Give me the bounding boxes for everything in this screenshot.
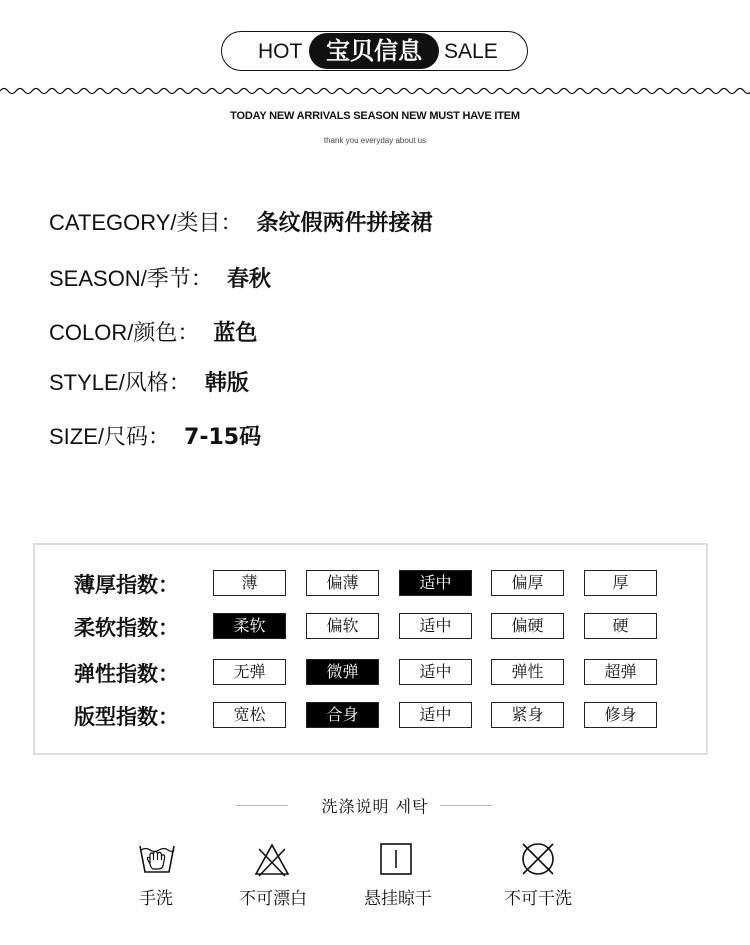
index-row-label: 柔软指数： (74, 616, 179, 640)
index-option: 偏硬 (491, 613, 564, 639)
index-option-selected: 微弹 (306, 659, 379, 685)
info-color-value: 蓝色 (213, 321, 258, 346)
index-option: 薄 (213, 570, 286, 596)
hand-wash-icon (138, 842, 176, 876)
info-size-value: 7-15码 (184, 425, 262, 450)
index-row-label: 薄厚指数： (74, 573, 179, 597)
index-option: 适中 (399, 702, 472, 728)
index-option: 偏薄 (306, 570, 379, 596)
index-option-selected: 合身 (306, 702, 379, 728)
index-option: 偏厚 (491, 570, 564, 596)
index-option: 紧身 (491, 702, 564, 728)
index-option: 弹性 (491, 659, 564, 685)
section-title: 宝贝信息 (309, 33, 439, 69)
hang-dry-icon (379, 842, 413, 876)
index-option: 宽松 (213, 702, 286, 728)
index-option: 厚 (584, 570, 657, 596)
info-style (49, 366, 249, 397)
wavy-divider (0, 84, 750, 98)
index-option-selected: 适中 (399, 570, 472, 596)
no-dry-clean-icon (519, 840, 557, 878)
info-style-value: 韩版 (204, 371, 249, 396)
sale-text: SALE (444, 40, 498, 63)
index-option: 偏软 (306, 613, 379, 639)
info-style-label: STYLE/风格： (49, 370, 191, 395)
index-option-selected: 柔软 (213, 613, 286, 639)
index-option: 适中 (399, 659, 472, 685)
wash-label-hand-wash: 手洗 (139, 889, 173, 909)
info-color (49, 316, 257, 347)
wash-label-hang-dry: 悬挂晾干 (364, 889, 432, 909)
index-option: 无弹 (213, 659, 286, 685)
wash-label-no-dry-clean: 不可干洗 (504, 889, 572, 909)
info-category-value: 条纹假两件拼接裙 (256, 211, 433, 236)
info-color-label: COLOR/颜色： (49, 320, 200, 345)
info-size (49, 420, 261, 451)
no-bleach-icon (253, 842, 291, 878)
tagline: TODAY NEW ARRIVALS SEASON NEW MUST HAVE ITEM (230, 110, 520, 122)
index-row-label: 版型指数： (74, 705, 179, 729)
wash-label-no-bleach: 不可漂白 (239, 889, 307, 909)
index-option: 超弹 (584, 659, 657, 685)
info-season-label: SEASON/季节： (49, 266, 213, 291)
washing-title: 洗涤说明 세탁 (321, 797, 429, 816)
info-season (49, 262, 271, 293)
hot-text: HOT (258, 40, 303, 63)
info-season-value: 春秋 (226, 267, 271, 292)
info-category (49, 206, 433, 237)
info-size-label: SIZE/尺码： (49, 424, 171, 449)
info-category-label: CATEGORY/类目： (49, 210, 243, 235)
index-row-label: 弹性指数： (74, 662, 179, 686)
wash-divider-right (440, 805, 492, 806)
tagline-sub: thank you everyday about us (323, 136, 427, 145)
index-option: 硬 (584, 613, 657, 639)
index-option: 修身 (584, 702, 657, 728)
index-option: 适中 (399, 613, 472, 639)
